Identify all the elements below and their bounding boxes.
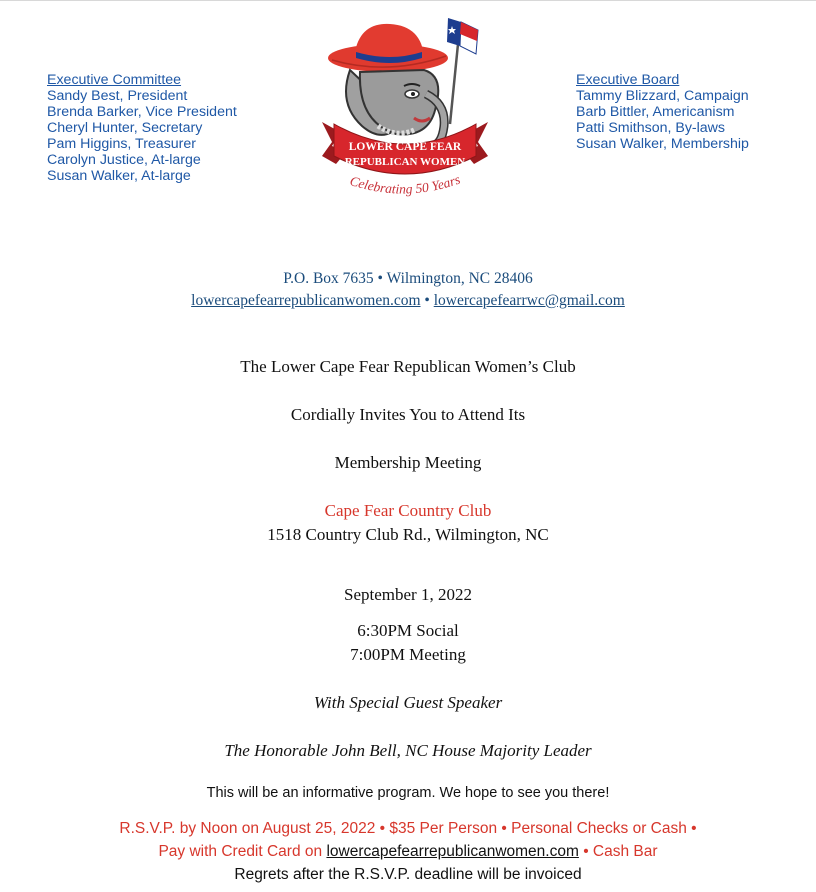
executive-board-list bbox=[576, 72, 749, 152]
event-title: Membership Meeting bbox=[334, 453, 482, 472]
nc-flag-icon bbox=[447, 18, 478, 124]
rsvp-prefix: Pay with Credit Card on bbox=[158, 843, 327, 860]
logo-banner-line1: LOWER CAPE FEAR bbox=[348, 141, 462, 153]
committee-member: Brenda Barker, Vice President bbox=[47, 104, 237, 120]
board-member: Susan Walker, Membership bbox=[576, 136, 749, 152]
committee-member: Pam Higgins, Treasurer bbox=[47, 136, 197, 152]
board-member: Patti Smithson, By-laws bbox=[576, 120, 726, 136]
invitation-line: Cordially Invites You to Attend Its bbox=[290, 405, 526, 424]
rsvp-suffix: • Cash Bar bbox=[578, 843, 658, 860]
regrets-note: Regrets after the R.S.V.P. deadline will be invoiced bbox=[234, 866, 582, 883]
event-date: September 1, 2022 bbox=[344, 585, 472, 604]
committee-member: Carolyn Justice, At-large bbox=[47, 152, 201, 168]
website-link[interactable]: lowercapefearrepublicanwomen.com bbox=[191, 292, 421, 309]
committee-member: Susan Walker, At-large bbox=[47, 168, 191, 184]
logo-banner-line2: REPUBLICAN WOMEN bbox=[344, 156, 466, 168]
committee-member: Sandy Best, President bbox=[47, 88, 188, 104]
venue-address: 1518 Country Club Rd., Wilmington, NC bbox=[267, 525, 549, 544]
venue-name: Cape Fear Country Club bbox=[324, 501, 492, 520]
meeting-time: 7:00PM Meeting bbox=[350, 645, 466, 664]
club-name: The Lower Cape Fear Republican Women’s Club bbox=[240, 357, 576, 376]
executive-committee-list bbox=[47, 72, 237, 184]
logo-tagline: Celebrating 50 Years bbox=[348, 171, 463, 197]
elephant-icon bbox=[346, 70, 444, 146]
guest-speaker: The Honorable John Bell, NC House Majority Leader bbox=[224, 741, 592, 760]
social-time: 6:30PM Social bbox=[357, 621, 459, 640]
guest-intro: With Special Guest Speaker bbox=[313, 693, 503, 712]
mailing-address: P.O. Box 7635 • Wilmington, NC 28406 bbox=[283, 270, 533, 287]
board-member: Barb Bittler, Americanism bbox=[576, 104, 735, 120]
rsvp-line-1: R.S.V.P. by Noon on August 25, 2022 • $35 Per Person • Personal Checks or Cash • bbox=[119, 820, 697, 837]
executive-committee-title: Executive Committee bbox=[47, 72, 182, 88]
committee-member: Cheryl Hunter, Secretary bbox=[47, 120, 203, 136]
top-divider bbox=[0, 0, 816, 1]
executive-board-title: Executive Board bbox=[576, 72, 680, 88]
rsvp-website-link[interactable]: lowercapefearrepublicanwomen.com bbox=[326, 843, 579, 860]
informative-note: This will be an informative program. We hope to see you there! bbox=[206, 785, 610, 801]
club-logo bbox=[318, 14, 492, 210]
contact-separator: • bbox=[424, 292, 430, 309]
contact-links bbox=[0, 292, 816, 310]
rsvp-line-2 bbox=[0, 843, 816, 861]
red-hat-icon bbox=[328, 24, 448, 72]
email-link[interactable]: lowercapefearrwc@gmail.com bbox=[433, 292, 625, 309]
board-member: Tammy Blizzard, Campaign bbox=[576, 88, 749, 104]
